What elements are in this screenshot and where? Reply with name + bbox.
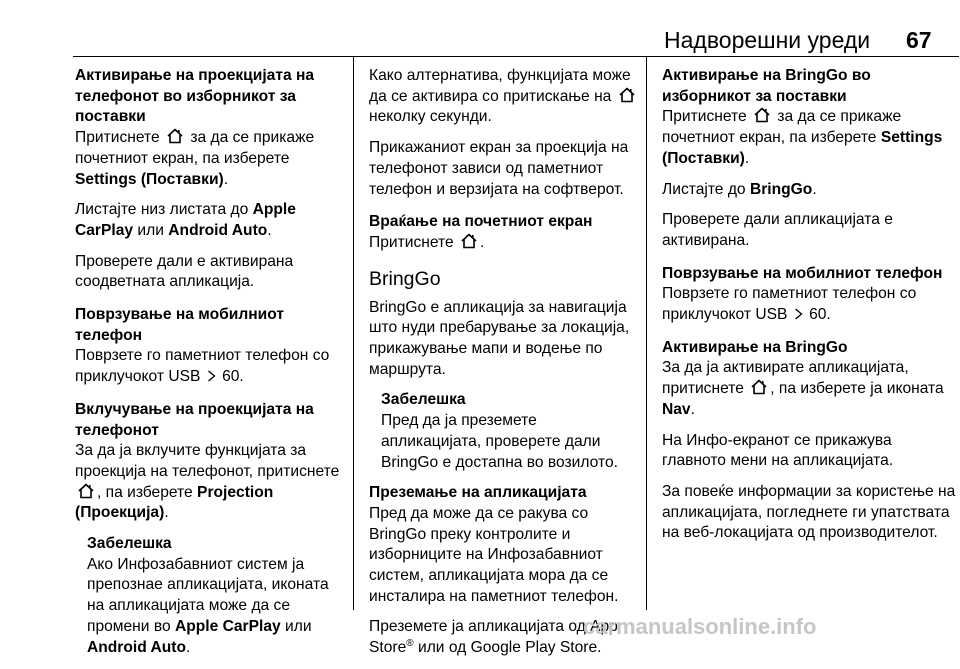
heading: Враќање на почетниот екран	[369, 213, 593, 231]
paragraph: За повеќе информации за користење на апликацијата, погледнете ги упатствата на веб-локацијата од производителот.	[662, 482, 956, 542]
note	[369, 390, 639, 473]
heading: Поврзување на мобилниот телефон	[662, 264, 943, 282]
paragraph: Притиснете за да се прикаже почетниот екран, па изберете Settings (Поставки).	[75, 129, 315, 188]
section-title: BringGo	[369, 267, 441, 290]
arrow-ref-icon	[207, 370, 216, 382]
page-number: 67	[906, 27, 932, 53]
home-icon	[753, 107, 771, 123]
header-divider	[73, 56, 959, 57]
home-icon	[77, 483, 95, 499]
arrow-ref-icon	[794, 308, 803, 320]
heading: Активирање на BringGo	[662, 338, 848, 356]
home-icon	[750, 379, 768, 395]
heading: Активирање на проекцијата на телефонот во изборникот за поставки	[75, 67, 315, 126]
column-left	[75, 66, 347, 668]
paragraph: BringGo е апликација за навигација што нуди пребарување за локација, прикажување мапи и водење по маршрута.	[369, 298, 630, 378]
home-icon	[618, 87, 636, 103]
watermark: carmanualsonline.info	[583, 614, 817, 639]
note-body: Ако Инфозабавниот систем ја препознае апликацијата, иконата на апликацијата може да се промени во Apple CarPlay или Android Auto.	[87, 555, 329, 656]
paragraph: Пред да може да се ракува со BringGo преку контролите и изборниците на Инфозабавниот систем, апликацијата мора да се инсталира на паметниот телефон.	[369, 504, 619, 605]
paragraph: На Инфо-екранот се прикажува главното мени на апликацијата.	[662, 431, 894, 470]
column-divider	[353, 57, 354, 610]
note-body: Пред да ја преземете апликацијата, проверете дали BringGo е достапна во возилото.	[381, 412, 618, 471]
heading: Активирање на BringGo во изборникот за поставки	[662, 67, 871, 105]
paragraph: Листајте до BringGo.	[662, 180, 817, 198]
column-right	[662, 66, 958, 554]
heading: Преземање на апликацијата	[369, 484, 587, 502]
paragraph: За да ја вклучите функцијата за проекција на телефонот, притиснете , па изберете Projection (Проекција).	[75, 442, 340, 522]
paragraph: За да ја активирате апликацијата, притиснете , па изберете ја иконата Nav.	[662, 359, 944, 418]
heading: Поврзување на мобилниот телефон	[75, 306, 285, 344]
note-heading: Забелешка	[87, 535, 172, 553]
paragraph: Притиснете за да се прикаже почетниот екран, па изберете Settings (Поставки).	[662, 108, 943, 167]
home-icon	[460, 233, 478, 249]
heading: Вклучување на проекцијата на телефонот	[75, 400, 314, 439]
paragraph: Листајте низ листата до Apple CarPlay или Android Auto.	[75, 201, 296, 239]
home-icon	[166, 128, 184, 144]
paragraph: Поврзете го паметниот телефон со приклучокот USB 60.	[75, 347, 330, 386]
note-heading: Забелешка	[381, 391, 466, 409]
paragraph: Проверете дали е активирана соодветната апликација.	[75, 252, 294, 291]
column-divider	[646, 57, 647, 610]
paragraph: Проверете дали апликацијата е активирана.	[662, 211, 893, 249]
page-header-title: Надворешни уреди	[664, 27, 871, 53]
note	[75, 534, 347, 658]
paragraph: Како алтернатива, функцијата може да се активира со притискање на неколку секунди.	[369, 66, 639, 128]
paragraph: Прикажаниот екран за проекција на телефонот зависи од паметниот телефон и верзијата на софтверот.	[369, 139, 629, 198]
column-middle	[369, 66, 639, 669]
paragraph: Притиснете .	[369, 233, 485, 251]
paragraph: Поврзете го паметниот телефон со приклучокот USB 60.	[662, 285, 917, 324]
paragraph: Преземете ја апликацијата од App Store® или од Google Play Store.	[369, 618, 618, 657]
